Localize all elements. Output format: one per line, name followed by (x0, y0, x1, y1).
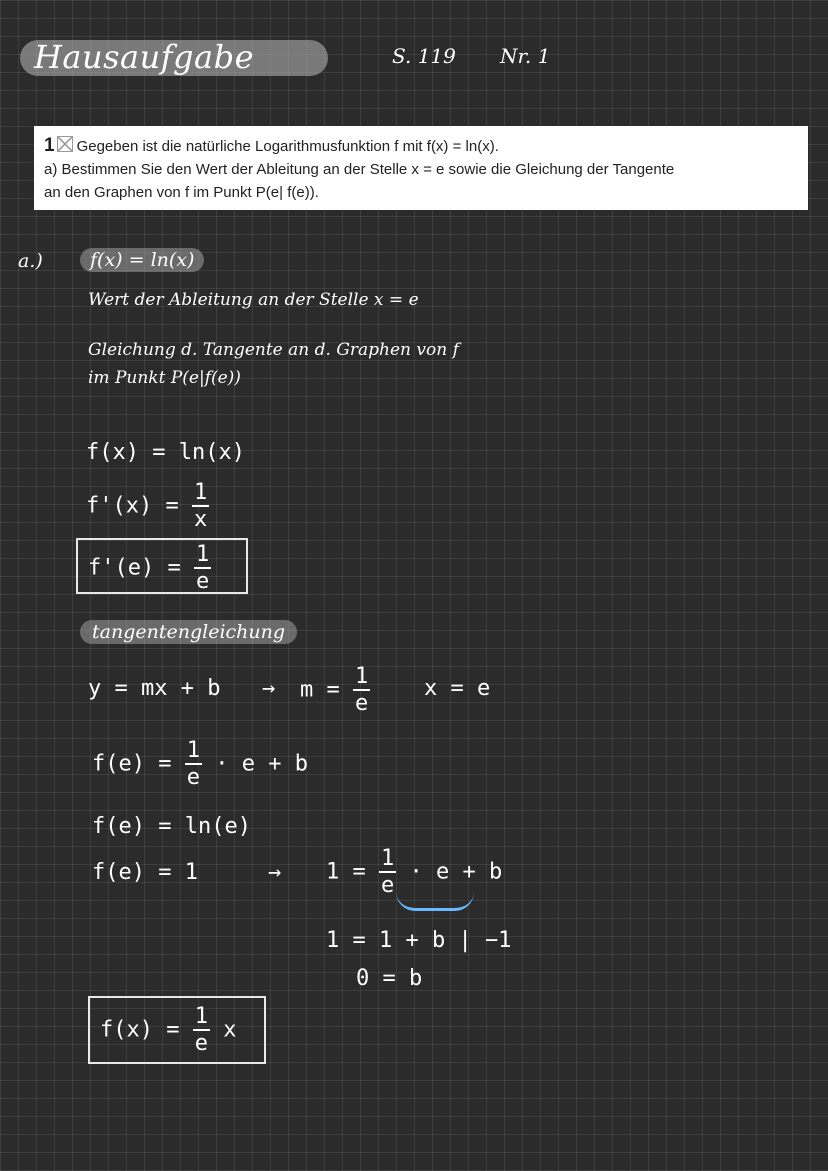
result-box-derivative (76, 538, 248, 594)
f-of-e-one: f(e) = 1 (92, 860, 198, 885)
task-line-3: an den Graphen von f im Punkt P(e| f(e)). (44, 184, 319, 201)
substitution-rhs: · e + b (215, 751, 308, 777)
part-label: a.) (18, 250, 43, 272)
fraction-substitution: $\frac{1}{e}$ (186, 738, 200, 790)
note-tangent-equation: Gleichung d. Tangente an d. Graphen von f (88, 340, 459, 360)
heading-tangent-equation: tangentengleichung (80, 620, 297, 644)
step-function: f(x) = ln(x) (86, 440, 245, 465)
arrow-icon: → (262, 676, 276, 701)
slope-value (300, 666, 370, 715)
task-number: 1 (44, 135, 55, 156)
brace-icon (396, 892, 474, 911)
task-text-1: Gegeben ist die natürliche Logarithmusfunktion f mit f(x) = ln(x). (76, 138, 499, 155)
equation-one-rhs: · e + b (409, 859, 503, 885)
fraction-1-over-e: $\frac{1}{e}$ (195, 542, 210, 594)
slope-lhs: m = (300, 677, 340, 703)
tangent-general-form: y = mx + b (88, 676, 221, 701)
final-lhs: f(x) = (100, 1017, 180, 1043)
note-point: im Punkt P(e|f(e)) (88, 368, 241, 388)
solve-step-1: 1 = 1 + b | −1 (326, 928, 512, 953)
task-box (34, 126, 808, 210)
page-title: Hausaufgabe (34, 38, 255, 76)
function-definition: f(x) = ln(x) (80, 248, 204, 272)
number-reference: Nr. 1 (500, 44, 551, 68)
checkbox-icon (57, 136, 73, 152)
f-of-e-ln: f(e) = ln(e) (92, 814, 251, 839)
x-value: x = e (424, 676, 491, 701)
fraction-1-over-x: $\frac{1}{x}$ (193, 480, 208, 532)
equation-one (326, 848, 502, 897)
fraction-final: $\frac{1}{e}$ (194, 1004, 208, 1056)
fraction-equation-one: $\frac{1}{e}$ (381, 846, 395, 898)
arrow-icon-2: → (268, 860, 282, 885)
solve-step-2: 0 = b (356, 966, 423, 991)
step-derivative-lhs: f'(x) = (86, 493, 179, 519)
final-rhs: x (223, 1017, 237, 1043)
task-line-1 (44, 134, 798, 158)
step-derivative (86, 482, 209, 531)
note-derivative-value: Wert der Ableitung an der Stelle x = e (88, 290, 419, 310)
task-line-2: a) Bestimmen Sie den Wert der Ableitung an der Stelle x = e sowie die Gleichung der Tangente (44, 161, 675, 178)
fraction-slope: $\frac{1}{e}$ (355, 664, 369, 716)
equation-one-lhs: 1 = (326, 859, 366, 885)
substitution-step (92, 740, 308, 789)
page-reference: S. 119 (392, 44, 456, 68)
result-box-tangent (88, 996, 266, 1064)
substitution-lhs: f(e) = (92, 751, 172, 777)
derivative-at-e-lhs: f'(e) = (88, 555, 181, 581)
